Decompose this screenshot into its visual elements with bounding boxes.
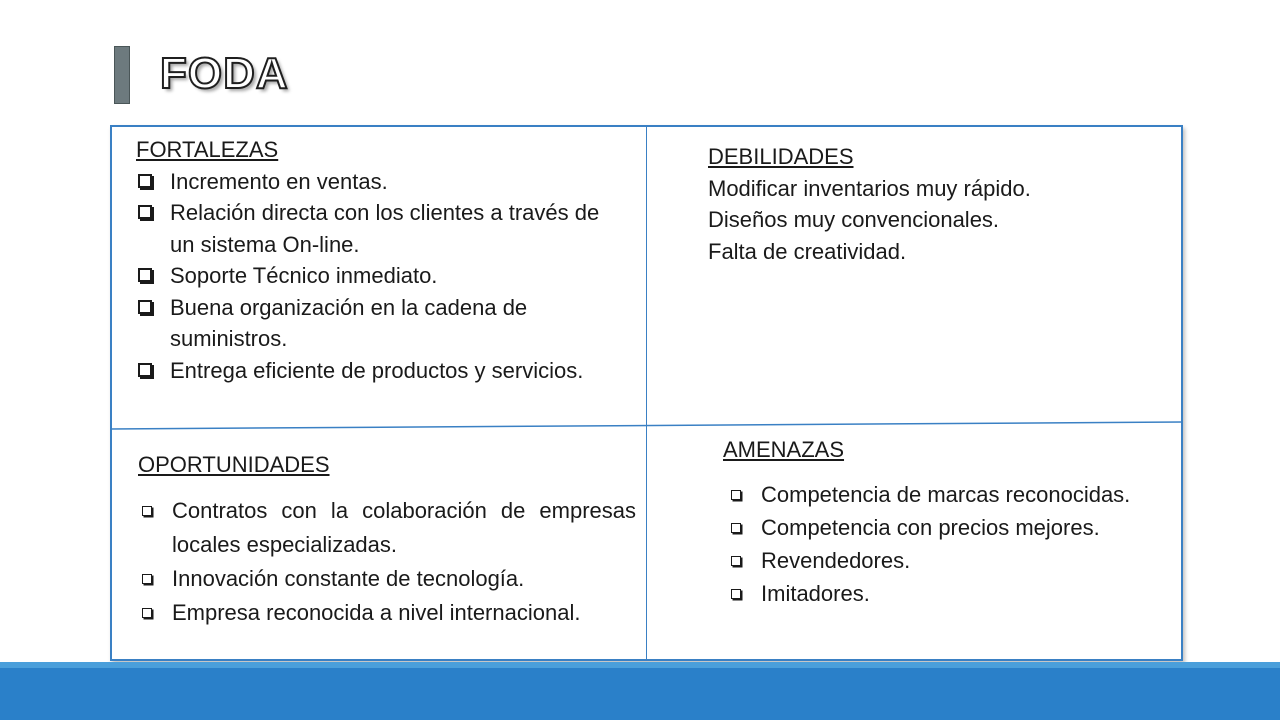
slide-title: FODA: [160, 49, 289, 98]
checkbox-bullet-icon: [731, 523, 741, 533]
list-item-text: Buena organización en la cadena de suministros.: [170, 294, 528, 351]
checkbox-bullet-icon: [142, 574, 152, 584]
list-item: [138, 494, 636, 562]
list-item-text: Imitadores.: [761, 580, 870, 606]
debilidades-quadrant: [708, 141, 1158, 267]
footer-band: [0, 662, 1280, 720]
list-item-text: Soporte Técnico inmediato.: [170, 263, 438, 288]
list-item: [136, 197, 616, 260]
list-item: Falta de creatividad.: [708, 238, 907, 264]
checkbox-bullet-icon: [138, 300, 152, 314]
fortalezas-heading: FORTALEZAS: [136, 137, 279, 162]
list-item: [727, 577, 1178, 610]
checkbox-bullet-icon: [731, 589, 741, 599]
checkbox-bullet-icon: [138, 268, 152, 282]
list-item-text: Incremento en ventas.: [170, 168, 388, 194]
checkbox-bullet-icon: [142, 506, 152, 516]
list-item: [727, 544, 1178, 577]
debilidades-heading: DEBILIDADES: [708, 144, 854, 169]
list-item: [138, 562, 636, 596]
checkbox-bullet-icon: [138, 363, 152, 377]
checkbox-bullet-icon: [138, 174, 152, 188]
checkbox-bullet-icon: [731, 556, 741, 566]
list-item-text: Competencia con precios mejores.: [761, 514, 1100, 540]
list-item-text: Innovación constante de tecnología.: [172, 565, 525, 591]
title-accent-bar: [114, 46, 130, 104]
amenazas-heading: AMENAZAS: [723, 437, 845, 462]
list-item-text: Contratos con la colaboración de empresas locales especializadas.: [172, 497, 636, 557]
list-item: [727, 478, 1178, 511]
list-item-text: Entrega eficiente de productos y servicios.: [170, 357, 584, 383]
list-item-text: Competencia de marcas reconocidas.: [761, 481, 1131, 507]
list-item: [136, 292, 616, 355]
list-item: Modificar inventarios muy rápido.: [708, 175, 1031, 201]
list-item: [727, 511, 1178, 544]
oportunidades-heading: OPORTUNIDADES: [138, 452, 330, 477]
fortalezas-quadrant: [136, 134, 616, 386]
list-item-text: Relación directa con los clientes a través de un sistema On-line.: [170, 200, 600, 257]
list-item-text: Revendedores.: [761, 547, 911, 573]
checkbox-bullet-icon: [731, 490, 741, 500]
list-item: [136, 355, 616, 387]
oportunidades-quadrant: [138, 449, 636, 630]
matrix-horizontal-divider: [110, 421, 1183, 431]
list-item: Diseños muy convencionales.: [708, 207, 1000, 232]
matrix-vertical-divider: [646, 125, 647, 661]
checkbox-bullet-icon: [142, 608, 152, 618]
list-item: [136, 166, 616, 198]
checkbox-bullet-icon: [138, 205, 152, 219]
amenazas-quadrant: [723, 434, 1178, 610]
list-item-text: Empresa reconocida a nivel internacional.: [172, 599, 581, 625]
list-item: [136, 260, 616, 292]
list-item: [138, 596, 636, 630]
